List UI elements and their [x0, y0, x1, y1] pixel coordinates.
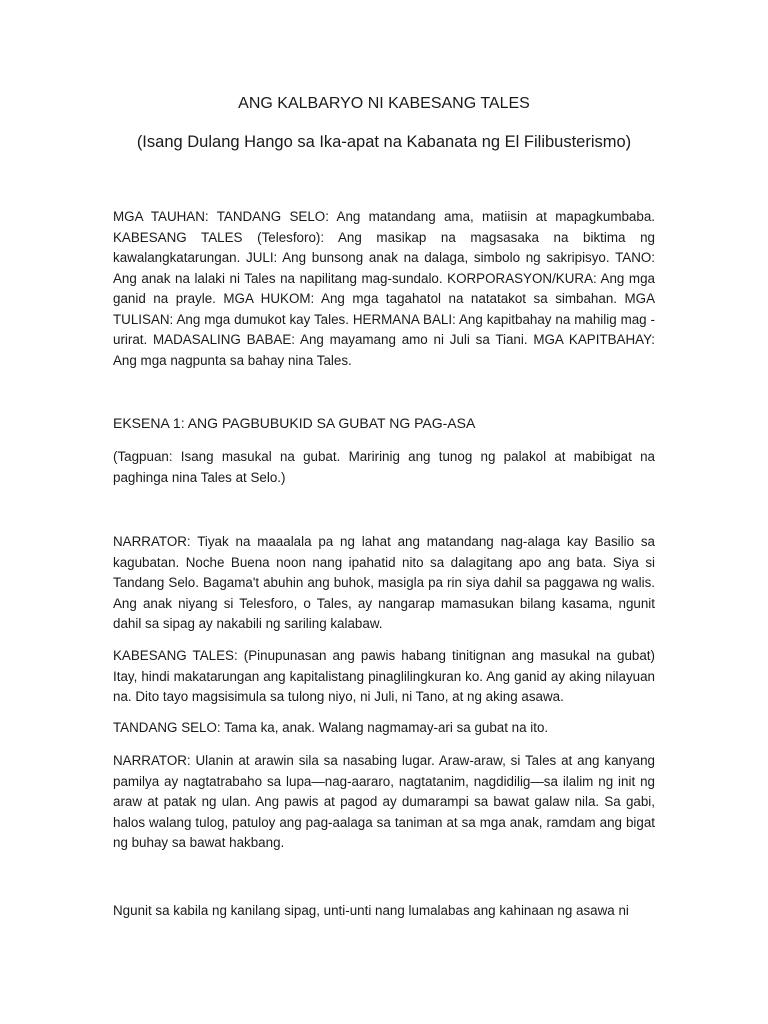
speaker-name: KABESANG TALES — [113, 648, 234, 663]
speaker-name: TANDANG SELO: — [113, 720, 221, 735]
dialogue-text: : (Pinupunasan ang pawis habang tinitignan ang masukal na gubat) Itay, hindi makatarungan ang kapitalistang pinaglilingkuran ko. Ang ganid ay aking nilayuan na. Dito tayo magsisimula sa tulong niyo, ni Juli, ni Tano, at ng aking asawa. — [113, 648, 655, 704]
dialogue-narrator-2 — [113, 751, 655, 854]
document-title: ANG KALBARYO NI KABESANG TALES — [238, 95, 530, 112]
document-subtitle: (Isang Dulang Hango sa Ika-apat na Kabanata ng El Filibusterismo) — [136, 133, 632, 151]
cast-text: : TANDANG SELO: Ang matandang ama, matiisin at mapagkumbaba. KABESANG TALES (Telesforo): Ang masikap na magsasaka na biktima ng kawalangkatarungan. JULI: Ang bunsong anak na dalaga, simbolo ng sakripisyo. TANO: Ang anak na lalaki ni Tales na napilitang mag-sundalo. KORPORASYON/KURA: Ang mga ganid na prayle. MGA HUKOM: Ang mga tagahatol na natatakot sa simbahan. MGA TULISAN: Ang mga dumukot kay Tales. HERMANA BALI: Ang kapitbahay na mahilig mag -urirat. MADASALING BABAE: Ang mayamang amo ni Juli sa Tiani. MGA KAPITBAHAY: Ang mga nagpunta sa bahay nina Tales. — [113, 209, 655, 368]
dialogue-tandang-selo-1 — [113, 718, 655, 739]
cast-label: MGA TAUHAN — [113, 209, 205, 224]
speaker-name: NARRATOR — [113, 534, 187, 549]
narration-paragraph: Ngunit sa kabila ng kanilang sipag, unti-unti nang lumalabas ang kahinaan ng asawa ni — [113, 903, 629, 918]
dialogue-text: : Ulanin at arawin sila sa nasabing lugar. Araw-araw, si Tales at ang kanyang pamilya ay nagtatrabaho sa lupa—nag-aararo, nagtatanim, nagdidilig—sa ilalim ng init ng araw at patak ng ulan. Ang pawis at pagod ay dumarampi sa bawat galaw nila. Sa gabi, halos walang tulog, patuloy ang pag-aalaga sa taniman at sa mga anak, ramdam ang bigat ng buhay sa bawat hakbang. — [113, 753, 655, 850]
speaker-name: NARRATOR — [113, 753, 187, 768]
setting-paragraph: (Tagpuan: Isang masukal na gubat. Maririnig ang tunog ng palakol at mabibigat na paghinga nina Tales at Selo.) — [113, 449, 655, 485]
dialogue-narrator-1 — [113, 532, 655, 635]
dialogue-text: : Tiyak na maaalala pa ng lahat ang matandang nag-alaga kay Basilio sa kagubatan. Noche Buena noon nang ipahatid nito sa dalagitang apo ang bata. Siya si Tandang Selo. Bagama't abuhin ang buhok, masigla pa rin siya dahil sa paggawa ng walis. Ang anak niyang si Telesforo, o Tales, ay nangarap mamasukan bilang kasama, ngunit dahil sa sipag ay nakabili ng sariling kalabaw. — [113, 534, 655, 631]
cast-list-paragraph — [113, 207, 655, 371]
scene-heading: EKSENA 1: ANG PAGBUBUKID SA GUBAT NG PAG-ASA — [113, 415, 476, 431]
dialogue-text: Tama ka, anak. Walang nagmamay-ari sa gubat na ito. — [220, 720, 549, 735]
dialogue-kabesang-tales-1 — [113, 646, 655, 708]
